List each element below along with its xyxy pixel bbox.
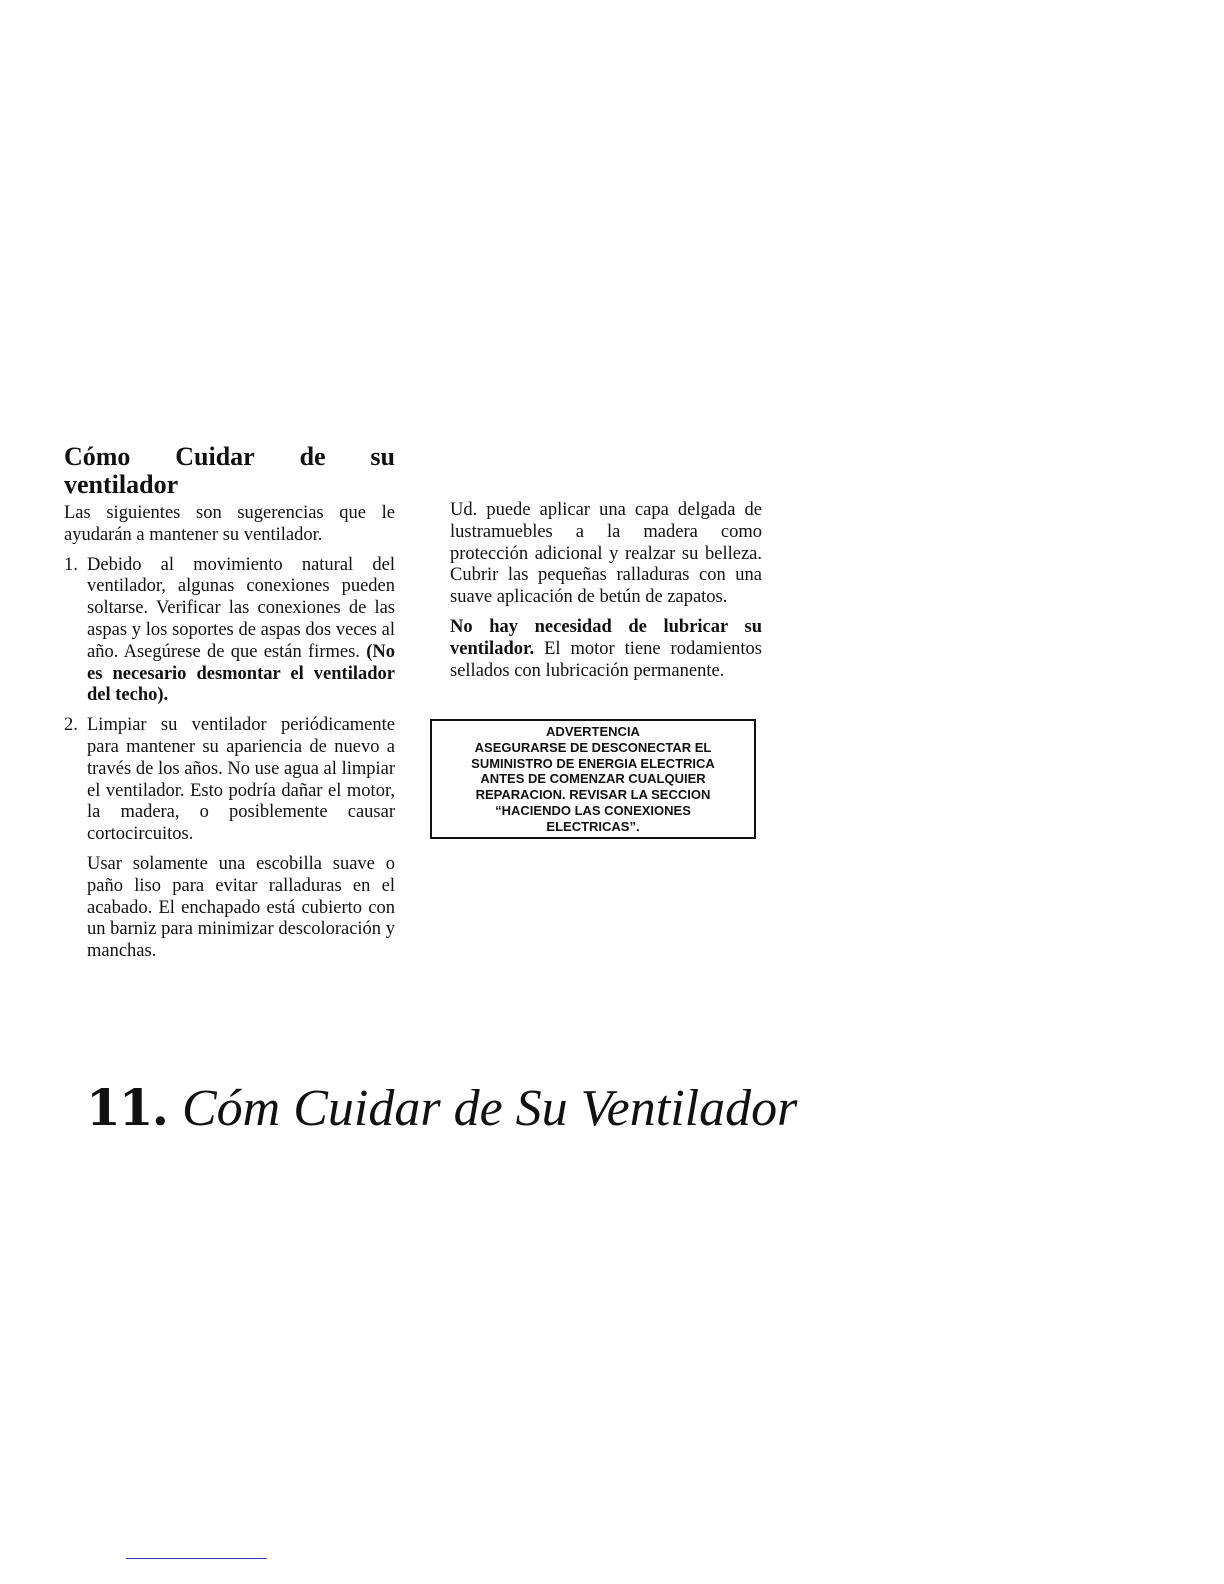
- list-item-bold-note: (No es necesario desmontar el ventilador del techo).: [87, 641, 395, 706]
- care-steps-list: [64, 555, 395, 846]
- list-item-number: 1.: [64, 554, 78, 575]
- chapter-number: 11.: [86, 1078, 167, 1137]
- list-item-text: Limpiar su ventilador periódicamente para mantener su apariencia de nuevo a través de los años. No use agua al limpiar el ventilador. Esto podría dañar el motor, la madera, o posiblemente causar cortocircuitos.: [87, 715, 395, 845]
- polish-paragraph: Ud. puede aplicar una capa delgada de lustramuebles a la madera como protección adicional y realzar su belleza. Cubrir las pequeñas ralladuras con una suave aplicación de betún de zapatos.: [450, 500, 762, 608]
- section-title-word: de: [299, 442, 326, 471]
- warning-line: ASEGURARSE DE DESCONECTAR EL: [474, 739, 712, 755]
- right-column: [450, 500, 762, 682]
- lubrication-bold: No hay necesidad de lubricar su ventilador.: [450, 616, 762, 659]
- section-title-word: Cómo: [64, 442, 131, 471]
- section-title-line1: [64, 443, 395, 471]
- section-title: [64, 443, 395, 499]
- section-title-word: Cuidar: [175, 442, 255, 471]
- intro-paragraph: Las siguientes son sugerencias que le ayudarán a mantener su ventilador.: [64, 503, 395, 545]
- section-title-line2: ventilador: [64, 470, 179, 499]
- list-item: [64, 715, 395, 846]
- list-item-number: 2.: [64, 715, 78, 736]
- warning-line: ANTES DE COMENZAR CUALQUIER: [480, 771, 706, 787]
- warning-box: [430, 719, 756, 839]
- list-item-text: Debido al movimiento natural del ventilador, algunas conexiones pueden soltarse. Verificar las conexiones de las aspas y los soportes de aspas dos veces al año. Asegúrese de que están firmes.: [87, 554, 395, 662]
- warning-line: ELECTRICAS”.: [546, 818, 640, 834]
- warning-line: REPARACION. REVISAR LA SECCION: [475, 787, 711, 803]
- list-item: [64, 555, 395, 708]
- warning-line: “HACIENDO LAS CONEXIONES: [495, 802, 691, 818]
- lubrication-text: El motor tiene rodamientos sellados con lubricación permanente.: [450, 638, 762, 681]
- warning-heading: ADVERTENCIA: [546, 724, 640, 739]
- section-title-word: su: [370, 442, 395, 471]
- chapter-title: [86, 1078, 797, 1139]
- cleaning-sub-paragraph: Usar solamente una escobilla suave o paño liso para evitar ralladuras en el acabado. El enchapado está cubierto con un barniz para minimizar descoloración y manchas.: [87, 853, 395, 962]
- warning-line: SUMINISTRO DE ENERGIA ELECTRICA: [471, 755, 715, 771]
- left-column: [64, 443, 395, 963]
- chapter-title-text: Cóm Cuidar de Su Ventilador: [182, 1080, 798, 1137]
- footnote-divider: [126, 1558, 267, 1559]
- lubrication-paragraph: [450, 617, 762, 682]
